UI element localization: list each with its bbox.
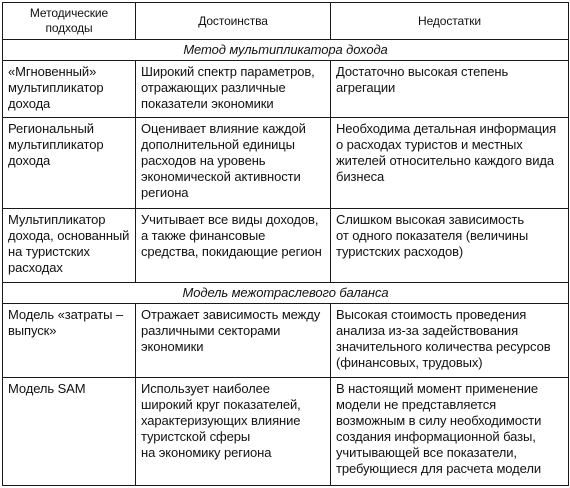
- table-row: [3, 61, 569, 118]
- advantages-cell: Использует наиболее широкий круг показателей, характеризующих влияние туристской сферы на экономику региона: [136, 378, 331, 486]
- method-cell: Региональный мультипликатор дохода: [3, 118, 136, 209]
- disadvantages-cell: Достаточно высокая степень агрегации: [331, 61, 569, 118]
- table-header-row: [3, 3, 569, 40]
- advantages-cell: Отражает зависимость между различными секторами экономики: [136, 304, 331, 378]
- table-row: [3, 209, 569, 283]
- section-header-income-multiplier: [3, 40, 569, 61]
- section-title: Метод мультипликатора дохода: [3, 40, 569, 61]
- section-header-input-output: [3, 283, 569, 304]
- method-cell: Мультипликатор дохода, основанный на туристских расходах: [3, 209, 136, 283]
- header-methods: Методические подходы: [3, 3, 136, 40]
- header-advantages: Достоинства: [136, 3, 331, 40]
- method-cell: Модель SAM: [3, 378, 136, 486]
- methods-comparison-table: [2, 2, 569, 486]
- advantages-cell: Учитывает все виды доходов, а также финансовые средства, покидающие регион: [136, 209, 331, 283]
- disadvantages-cell: Слишком высокая зависимость от одного показателя (величины туристских расходов): [331, 209, 569, 283]
- method-cell: Модель «затраты – выпуск»: [3, 304, 136, 378]
- method-cell: «Мгновенный» мультипликатор дохода: [3, 61, 136, 118]
- table-row: [3, 118, 569, 209]
- table-row: [3, 378, 569, 486]
- disadvantages-cell: Высокая стоимость проведения анализа из-за задействования значительного количества ресурсов (финансовых, трудовых): [331, 304, 569, 378]
- disadvantages-cell: В настоящий момент применение модели не представляется возможным в силу необходимости создания информационной базы, учитывающей все показатели, требующиеся для расчета модели: [331, 378, 569, 486]
- table-row: [3, 304, 569, 378]
- section-title: Модель межотраслевого баланса: [3, 283, 569, 304]
- advantages-cell: Широкий спектр параметров, отражающих различные показатели экономики: [136, 61, 331, 118]
- disadvantages-cell: Необходима детальная информация о расходах туристов и местных жителей относительно каждого вида бизнеса: [331, 118, 569, 209]
- header-disadvantages: Недостатки: [331, 3, 569, 40]
- advantages-cell: Оценивает влияние каждой дополнительной единицы расходов на уровень экономической активности региона: [136, 118, 331, 209]
